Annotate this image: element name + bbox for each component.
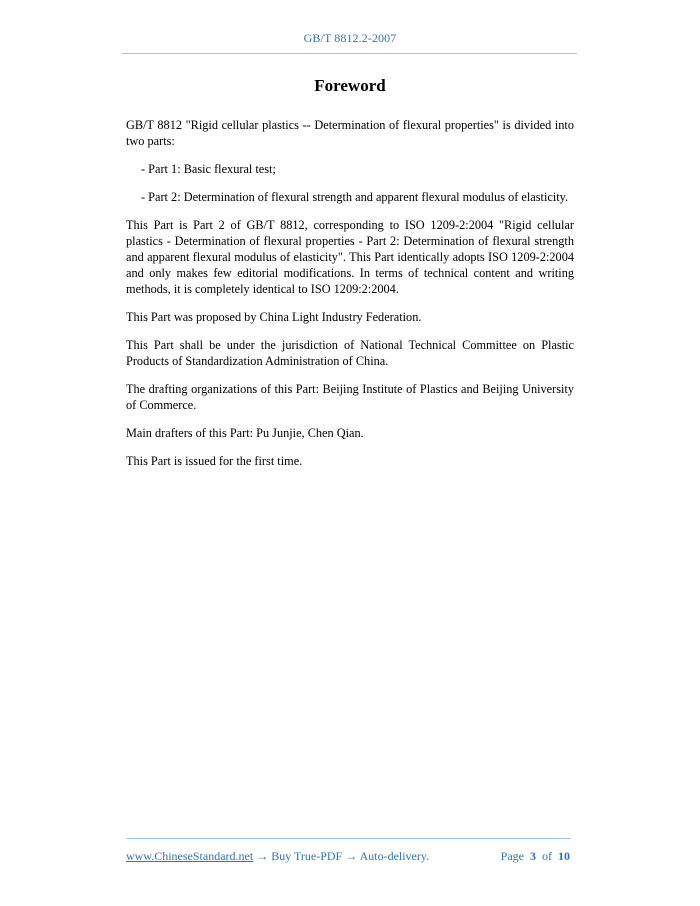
page-current: 3	[530, 849, 536, 863]
footer-promo	[126, 849, 429, 864]
page-of-label: of	[542, 849, 552, 863]
drafting-organizations-paragraph: The drafting organizations of this Part: Beijing Institute of Plastics and Beijing University of Commerce.	[126, 382, 574, 412]
header-divider	[122, 53, 577, 54]
page-header	[0, 31, 700, 46]
proposed-by-paragraph: This Part was proposed by China Light Industry Federation.	[126, 310, 422, 324]
main-drafters-paragraph: Main drafters of this Part: Pu Junjie, Chen Qian.	[126, 426, 364, 440]
website-link[interactable]: www.ChineseStandard.net	[126, 849, 254, 863]
correspondence-paragraph: This Part is Part 2 of GB/T 8812, corresponding to ISO 1209-2:2004 "Rigid cellular plastics - Determination of flexural properties - Part 2: Determination of flexural strength and apparent flexural modulus of elasticity". This Part identically adopts ISO 1209-2:2004 and only makes few editorial modifications. In terms of technical content and writing methods, it is completely identical to ISO 1209:2:2004.	[126, 218, 574, 296]
intro-paragraph: GB/T 8812 "Rigid cellular plastics -- Determination of flexural properties" is divided into two parts:	[126, 118, 574, 148]
page-number	[501, 849, 570, 864]
page-label: Page	[500, 849, 524, 863]
list-item-part-1: - Part 1: Basic flexural test;	[141, 162, 276, 176]
footer-divider	[126, 838, 571, 839]
standard-code: GB/T 8812.2-2007	[303, 31, 397, 45]
jurisdiction-paragraph: This Part shall be under the jurisdiction of National Technical Committee on Plastic Products of Standardization Administration of China.	[126, 338, 574, 368]
list-item-part-2: - Part 2: Determination of flexural strength and apparent flexural modulus of elasticity.	[141, 190, 569, 204]
foreword-body	[126, 117, 574, 481]
footer-tagline: → Buy True-PDF → Auto-delivery.	[253, 849, 430, 863]
page-total: 10	[558, 849, 570, 863]
issue-note-paragraph: This Part is issued for the first time.	[126, 454, 303, 468]
page-title: Foreword	[314, 76, 386, 95]
